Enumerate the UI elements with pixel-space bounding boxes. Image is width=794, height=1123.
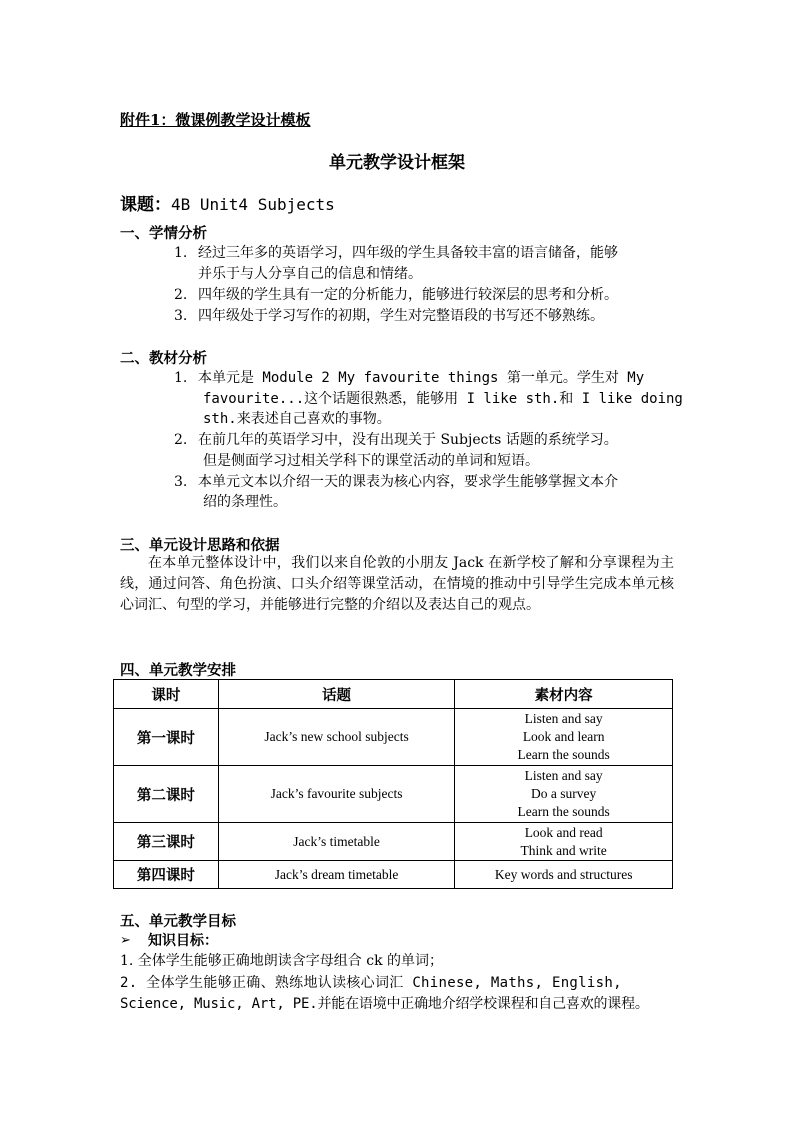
list-number: 3. bbox=[174, 474, 188, 490]
material-item: Look and learn bbox=[522, 729, 605, 744]
topic-cell: Jack’s favourite subjects bbox=[218, 766, 455, 823]
materials-cell bbox=[455, 823, 673, 861]
topic-cell: Jack’s dream timetable bbox=[218, 861, 455, 889]
list-item-line: 本单元文本以介绍一天的课表为核心内容，要求学生能够掌握文本介 bbox=[198, 474, 618, 490]
lesson-cell: 第三课时 bbox=[114, 823, 219, 861]
table-header-row bbox=[114, 680, 673, 709]
topic-value: 4B Unit4 Subjects bbox=[171, 195, 335, 214]
page-title: 单元教学设计框架 bbox=[329, 153, 465, 173]
material-item: Key words and structures bbox=[494, 866, 633, 882]
table-row bbox=[114, 823, 673, 861]
materials-cell bbox=[455, 709, 673, 766]
materials-cell bbox=[455, 766, 673, 823]
column-header-lesson: 课时 bbox=[114, 680, 219, 709]
arrow-bullet-icon: ➢ bbox=[120, 933, 131, 948]
section-heading-design-rationale: 三、单元设计思路和依据 bbox=[120, 537, 280, 554]
topic-cell: Jack’s new school subjects bbox=[218, 709, 455, 766]
list-item-line: 并乐于与人分享自己的信息和情绪。 bbox=[198, 266, 422, 282]
material-item: Learn the sounds bbox=[517, 747, 610, 762]
list-item-line: 本单元是 Module 2 My favourite things 第一单元。学生对 My bbox=[198, 370, 645, 386]
rationale-paragraph: 在本单元整体设计中，我们以来自伦敦的小朋友 Jack 在新学校了解和分享课程为主线，通过问答、角色扮演、口头介绍等课堂活动，在情境的推动中引导学生完成本单元核心词汇、句型的学习，并能够进行完整的介绍以及表达自己的观点。 bbox=[120, 555, 674, 613]
material-item: Listen and say bbox=[524, 711, 603, 726]
knowledge-objectives-heading: 知识目标： bbox=[148, 933, 218, 949]
objective-line: 1. 全体学生能够正确地朗读含字母组合 ck 的单词； bbox=[120, 953, 444, 969]
column-header-materials: 素材内容 bbox=[455, 680, 673, 709]
table-row bbox=[114, 766, 673, 823]
list-item-line: 但是侧面学习过相关学科下的课堂活动的单词和短语。 bbox=[203, 453, 539, 469]
list-number: 2. bbox=[174, 287, 188, 303]
list-item-line: sth.来表述自己喜欢的事物。 bbox=[203, 411, 391, 427]
materials-cell bbox=[455, 861, 673, 889]
list-item-line: 绍的条理性。 bbox=[203, 494, 287, 510]
section-heading-textbook-analysis: 二、教材分析 bbox=[120, 350, 207, 367]
list-number: 3. bbox=[174, 308, 188, 324]
table-row bbox=[114, 709, 673, 766]
column-header-topic: 话题 bbox=[218, 680, 455, 709]
list-item-line: favourite...这个话题很熟悉，能够用 I like sth.和 I like doing bbox=[203, 391, 683, 407]
material-item: Learn the sounds bbox=[517, 804, 610, 819]
topic-label: 课题： bbox=[120, 195, 171, 215]
list-number: 1. bbox=[174, 370, 188, 386]
lesson-cell: 第四课时 bbox=[114, 861, 219, 889]
lesson-cell: 第一课时 bbox=[114, 709, 219, 766]
material-item: Look and read bbox=[524, 824, 603, 840]
topic-cell: Jack’s timetable bbox=[218, 823, 455, 861]
material-item: Do a survey bbox=[531, 786, 597, 801]
material-item: Listen and say bbox=[524, 768, 603, 783]
list-item-line: 四年级的学生具有一定的分析能力，能够进行较深层的思考和分析。 bbox=[198, 287, 618, 303]
section-heading-learner-analysis: 一、学情分析 bbox=[120, 225, 207, 242]
attachment-label: 附件1：微课例教学设计模板 bbox=[120, 111, 311, 129]
list-item-line: 四年级处于学习写作的初期，学生对完整语段的书写还不够熟练。 bbox=[198, 308, 604, 324]
material-item: Think and write bbox=[520, 842, 607, 858]
objective-line: Science, Music, Art, PE.并能在语境中正确地介绍学校课程和自己喜欢的课程。 bbox=[120, 996, 649, 1012]
section-heading-unit-schedule: 四、单元教学安排 bbox=[120, 662, 236, 679]
schedule-table bbox=[113, 679, 673, 889]
lesson-topic bbox=[120, 190, 335, 215]
table-row bbox=[114, 861, 673, 889]
list-number: 2. bbox=[174, 432, 188, 448]
section-heading-unit-objectives: 五、单元教学目标 bbox=[120, 913, 236, 930]
lesson-cell: 第二课时 bbox=[114, 766, 219, 823]
list-number: 1. bbox=[174, 245, 188, 261]
list-item-line: 在前几年的英语学习中，没有出现关于 Subjects 话题的系统学习。 bbox=[198, 432, 618, 448]
objective-line: 2. 全体学生能够正确、熟练地认读核心词汇 Chinese, Maths, English, bbox=[120, 975, 622, 991]
list-item-line: 经过三年多的英语学习，四年级的学生具备较丰富的语言储备，能够 bbox=[198, 245, 618, 261]
